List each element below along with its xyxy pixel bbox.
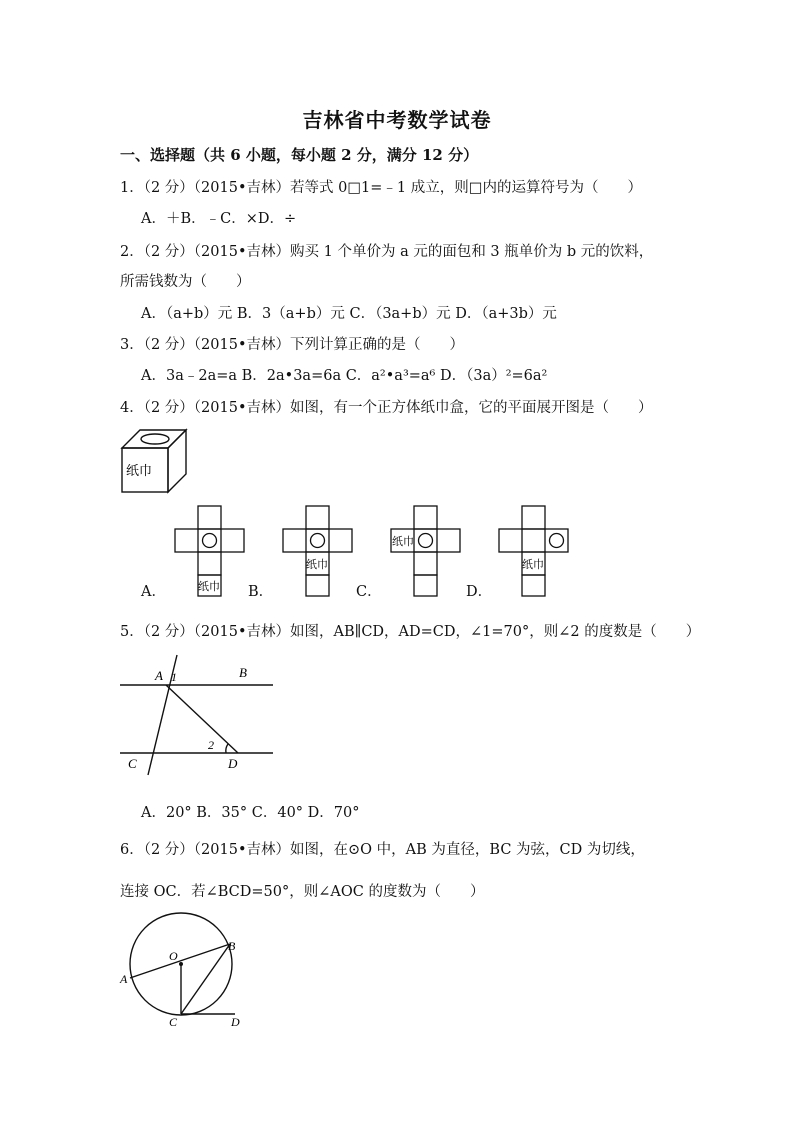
net-choice-d: D． [466, 584, 493, 600]
question-4-stem: 4．（2 分）（2015•吉林）如图，有一个正方体纸巾盒，它的平面展开图是（ ） [120, 400, 653, 416]
center-o-label: O [169, 949, 178, 963]
net-c-label: 纸巾 [392, 535, 414, 548]
circle-tangent-figure [118, 908, 268, 1034]
question-2-stem-line2: 所需钱数为（ ） [120, 274, 251, 290]
section-heading: 一、选择题（共 6 小题，每小题 2 分，满分 12 分） [120, 146, 479, 164]
parallel-lines-figure [118, 655, 278, 775]
net-d-label: 纸巾 [522, 558, 544, 571]
question-5-options: A．20° B．35° C．40° D．70° [141, 805, 360, 821]
point-c-label: C [128, 756, 137, 771]
page-title: 吉林省中考数学试卷 [302, 108, 492, 132]
tissue-box-figure [118, 424, 198, 496]
question-2-stem-line1: 2．（2 分）（2015•吉林）购买 1 个单价为 a 元的面包和 3 瓶单价为 b 元的饮料， [120, 244, 654, 260]
net-option-c [391, 506, 461, 598]
question-3-stem: 3．（2 分）（2015•吉林）下列计算正确的是（ ） [120, 337, 465, 353]
point-b-label: B [239, 665, 247, 680]
point-d-label: D [228, 756, 238, 771]
net-choice-b: B． [248, 584, 274, 600]
question-6-stem-line1: 6．（2 分）（2015•吉林）如图，在⊙O 中，AB 为直径，BC 为弦，CD 为切线， [120, 842, 645, 858]
angle-2-label: 2 [208, 738, 214, 752]
question-2-options: A．（a+b）元 B．3（a+b）元 C．（3a+b）元 D．（a+3b）元 [141, 306, 557, 322]
point-c6-label: C [169, 1015, 178, 1029]
net-option-b [283, 506, 353, 598]
net-b-label: 纸巾 [306, 558, 328, 571]
net-option-d [499, 506, 569, 598]
point-d6-label: D [231, 1015, 240, 1029]
net-choice-a: A． [141, 584, 166, 600]
net-a-label: 纸巾 [198, 580, 220, 593]
question-6-stem-line2: 连接 OC．若∠BCD=50°，则∠AOC 的度数为（ ） [120, 884, 485, 900]
question-1-options: A．＋B．﹣C．×D．÷ [141, 211, 297, 227]
net-choice-c: C． [356, 584, 382, 600]
box-label: 纸巾 [126, 464, 153, 479]
question-3-options: A．3a﹣2a=a B．2a•3a=6a C．a²•a³=a⁶ D．（3a）²=6a² [141, 368, 548, 384]
point-a6-label: A [120, 972, 128, 986]
point-b6-label: B [228, 939, 236, 953]
question-1-stem: 1．（2 分）（2015•吉林）若等式 0□1=﹣1 成立，则□内的运算符号为（ ） [120, 180, 642, 196]
point-a-label: A [155, 668, 163, 683]
net-option-a [175, 506, 245, 598]
question-5-stem: 5．（2 分）（2015•吉林）如图，AB∥CD，AD=CD，∠1=70°，则∠2 的度数是（ ） [120, 624, 701, 640]
angle-1-label: 1 [171, 670, 177, 684]
